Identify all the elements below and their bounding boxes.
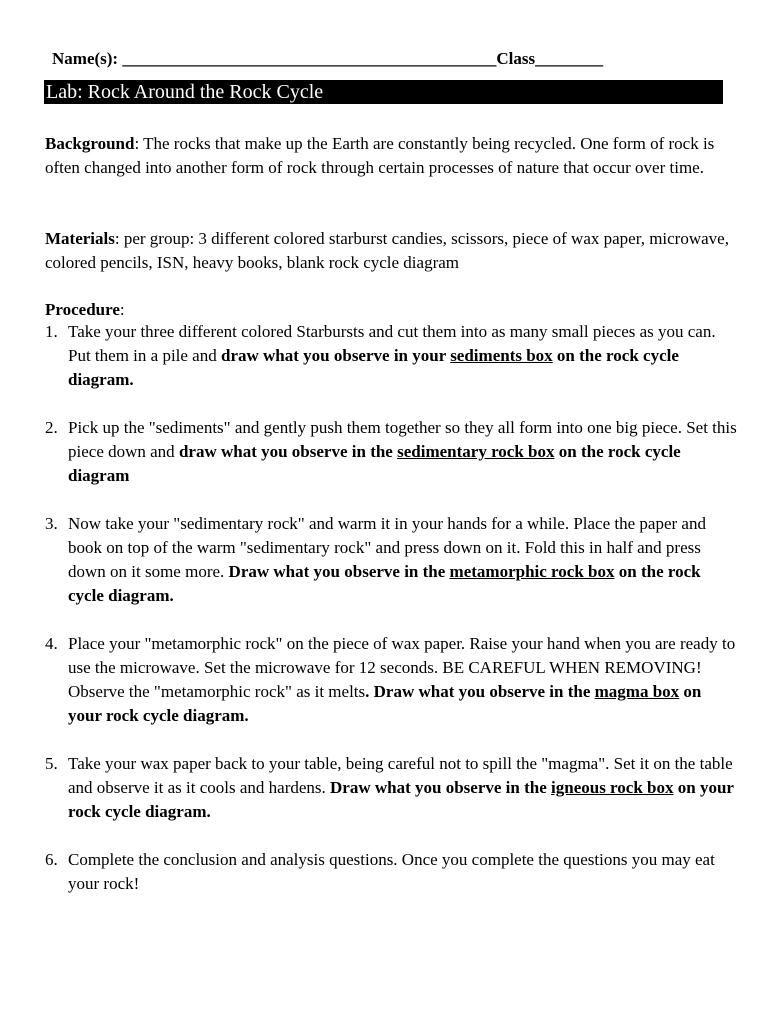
procedure-step: 1. Take your three different colored Starbursts and cut them into as many small pieces as you can. Put them in a pile and draw what you observe in your sediments box on the rock cycle diagram. [45,322,716,389]
procedure-step: 2. Pick up the "sediments" and gently push them together so they all form into one big piece. Set this piece down and draw what you observe in the sedimentary rock box on the rock cycle diagram [45,418,737,485]
materials-section [45,227,735,275]
class-label: Class [496,49,536,68]
lab-title: Lab: Rock Around the Rock Cycle [44,80,723,104]
procedure-step: 6. Complete the conclusion and analysis questions. Once you complete the questions you may eat your rock! [45,850,715,893]
procedure-heading: Procedure: [45,300,125,319]
background-text: : The rocks that make up the Earth are constantly being recycled. One form of rock is often changed into another form of rock through certain processes of nature that occur over time. [45,134,715,177]
materials-text: : per group: 3 different colored starburst candies, scissors, piece of wax paper, microwave, colored pencils, ISN, heavy books, blank rock cycle diagram [45,229,729,272]
igneous-rock-box-text: igneous rock box [551,778,674,797]
magma-box-text: magma box [594,682,680,701]
name-blank: ____________________________________________ [122,49,497,68]
procedure-step: 5. Take your wax paper back to your table, being careful not to spill the "magma". Set it on the table and observe it as it cools and hardens. Draw what you observe in the igneous rock box on your rock cycle diagram. [45,754,734,821]
procedure-step: 4. Place your "metamorphic rock" on the piece of wax paper. Raise your hand when you are ready to use the microwave. Set the microwave for 12 seconds. BE CAREFUL WHEN REMOVING! Observe the "metamorphic rock" as it melts. Draw what you observe in the magma box on your rock cycle diagram. [45,634,736,725]
sedimentary-rock-box-text: sedimentary rock box [397,442,555,461]
background-section [45,132,735,180]
materials-label: Materials [45,229,115,248]
procedure-step: 3. Now take your "sedimentary rock" and warm it in your hands for a while. Place the paper and book on top of the warm "sedimentary rock" and press down on it. Fold this in half and press down on it some more. Draw what you observe in the metamorphic rock box on the rock cycle diagram. [45,514,706,605]
procedure-label: Procedure [45,300,120,319]
header-line [52,47,724,71]
sediments-box-link-text: sediments box [450,346,553,365]
name-label: Name(s): [52,49,119,68]
metamorphic-rock-box-text: metamorphic rock box [449,562,615,581]
background-label: Background [45,134,135,153]
class-blank: ________ [535,49,604,68]
